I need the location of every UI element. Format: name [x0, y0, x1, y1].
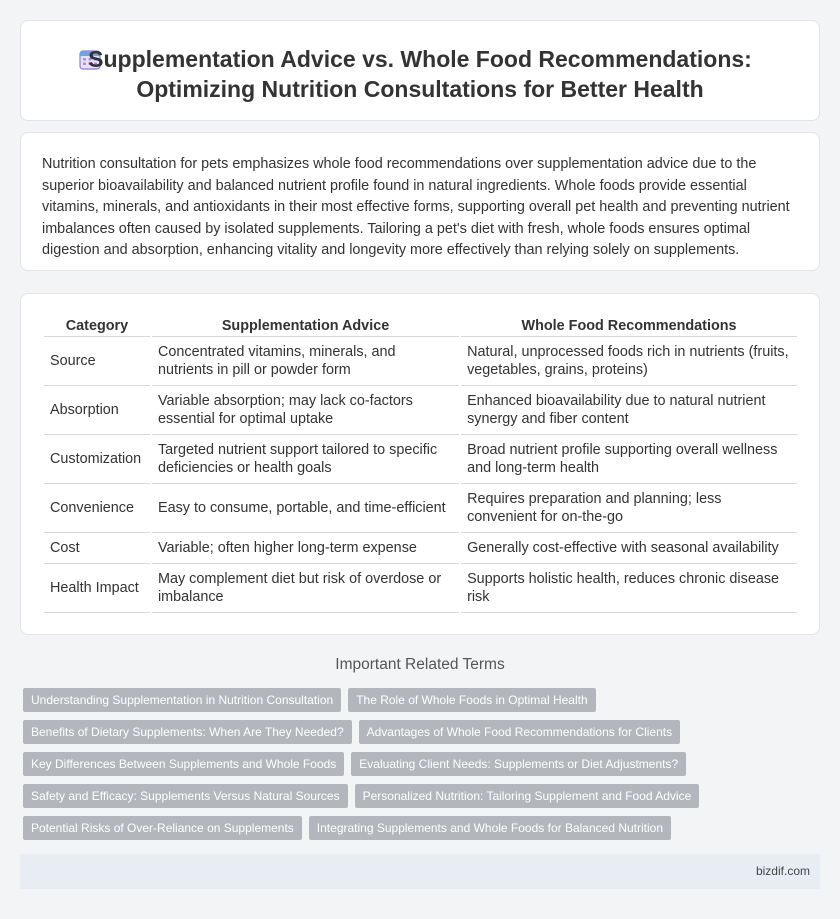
related-term-link[interactable]: Safety and Efficacy: Supplements Versus Natural Sources	[23, 784, 348, 808]
footer-bar	[20, 854, 820, 889]
intro-card	[20, 132, 820, 271]
table-header-row	[44, 315, 797, 337]
table-row	[44, 484, 797, 533]
header-whole-food: Whole Food Recommendations	[461, 315, 797, 337]
table-row	[44, 533, 797, 564]
row-category: Cost	[44, 533, 150, 564]
table-row	[44, 386, 797, 435]
intro-paragraph: Nutrition consultation for pets emphasizes whole food recommendations over supplementation advice due to the superior bioavailability and balanced nutrient profile found in natural ingredients. Whole foods provide essential vitamins, minerals, and antioxidants in their most effective forms, supporting overall pet health and preventing nutrient imbalances often caused by isolated supplements. Tailoring a pet's diet with fresh, whole foods ensures optimal digestion and absorption, enhancing vitality and longevity more effectively than relying solely on supplements.	[42, 156, 790, 258]
row-whole-food: Supports holistic health, reduces chronic disease risk	[461, 564, 797, 613]
row-supplementation: Variable absorption; may lack co-factors essential for optimal uptake	[152, 386, 459, 435]
row-supplementation: May complement diet but risk of overdose or imbalance	[152, 564, 459, 613]
related-term-link[interactable]: Benefits of Dietary Supplements: When Are They Needed?	[23, 720, 352, 744]
related-term-link[interactable]: Advantages of Whole Food Recommendations for Clients	[359, 720, 681, 744]
title-card	[20, 20, 820, 121]
related-term-link[interactable]: Potential Risks of Over-Reliance on Supplements	[23, 816, 302, 840]
comparison-table	[42, 315, 799, 613]
related-term-link[interactable]: Key Differences Between Supplements and Whole Foods	[23, 752, 344, 776]
related-term-link[interactable]: Understanding Supplementation in Nutrition Consultation	[23, 688, 341, 712]
related-term-link[interactable]: The Role of Whole Foods in Optimal Health	[348, 688, 595, 712]
page-title	[21, 44, 819, 104]
row-category: Health Impact	[44, 564, 150, 613]
row-whole-food: Requires preparation and planning; less convenient for on-the-go	[461, 484, 797, 533]
row-category: Absorption	[44, 386, 150, 435]
comparison-card	[20, 293, 820, 635]
related-terms-heading: Important Related Terms	[335, 656, 505, 673]
row-whole-food: Enhanced bioavailability due to natural nutrient synergy and fiber content	[461, 386, 797, 435]
related-terms-list	[23, 688, 813, 848]
row-supplementation: Variable; often higher long-term expense	[152, 533, 459, 564]
header-category: Category	[44, 315, 150, 337]
row-supplementation: Easy to consume, portable, and time-efficient	[152, 484, 459, 533]
table-row	[44, 564, 797, 613]
row-category: Customization	[44, 435, 150, 484]
row-whole-food: Natural, unprocessed foods rich in nutrients (fruits, vegetables, grains, proteins)	[461, 337, 797, 386]
page-title-line1: Supplementation Advice vs. Whole Food Recommendations:	[88, 46, 752, 72]
row-supplementation: Targeted nutrient support tailored to specific deficiencies or health goals	[152, 435, 459, 484]
footer-site-link[interactable]: bizdif.com	[755, 864, 810, 878]
related-term-link[interactable]: Personalized Nutrition: Tailoring Supplement and Food Advice	[355, 784, 700, 808]
row-whole-food: Broad nutrient profile supporting overall wellness and long-term health	[461, 435, 797, 484]
related-term-link[interactable]: Evaluating Client Needs: Supplements or Diet Adjustments?	[351, 752, 686, 776]
row-whole-food: Generally cost-effective with seasonal availability	[461, 533, 797, 564]
page-title-line2: Optimizing Nutrition Consultations for Better Health	[136, 76, 704, 102]
row-supplementation: Concentrated vitamins, minerals, and nutrients in pill or powder form	[152, 337, 459, 386]
header-supplementation: Supplementation Advice	[152, 315, 459, 337]
related-term-link[interactable]: Integrating Supplements and Whole Foods for Balanced Nutrition	[309, 816, 671, 840]
row-category: Convenience	[44, 484, 150, 533]
table-row	[44, 337, 797, 386]
table-row	[44, 435, 797, 484]
row-category: Source	[44, 337, 150, 386]
